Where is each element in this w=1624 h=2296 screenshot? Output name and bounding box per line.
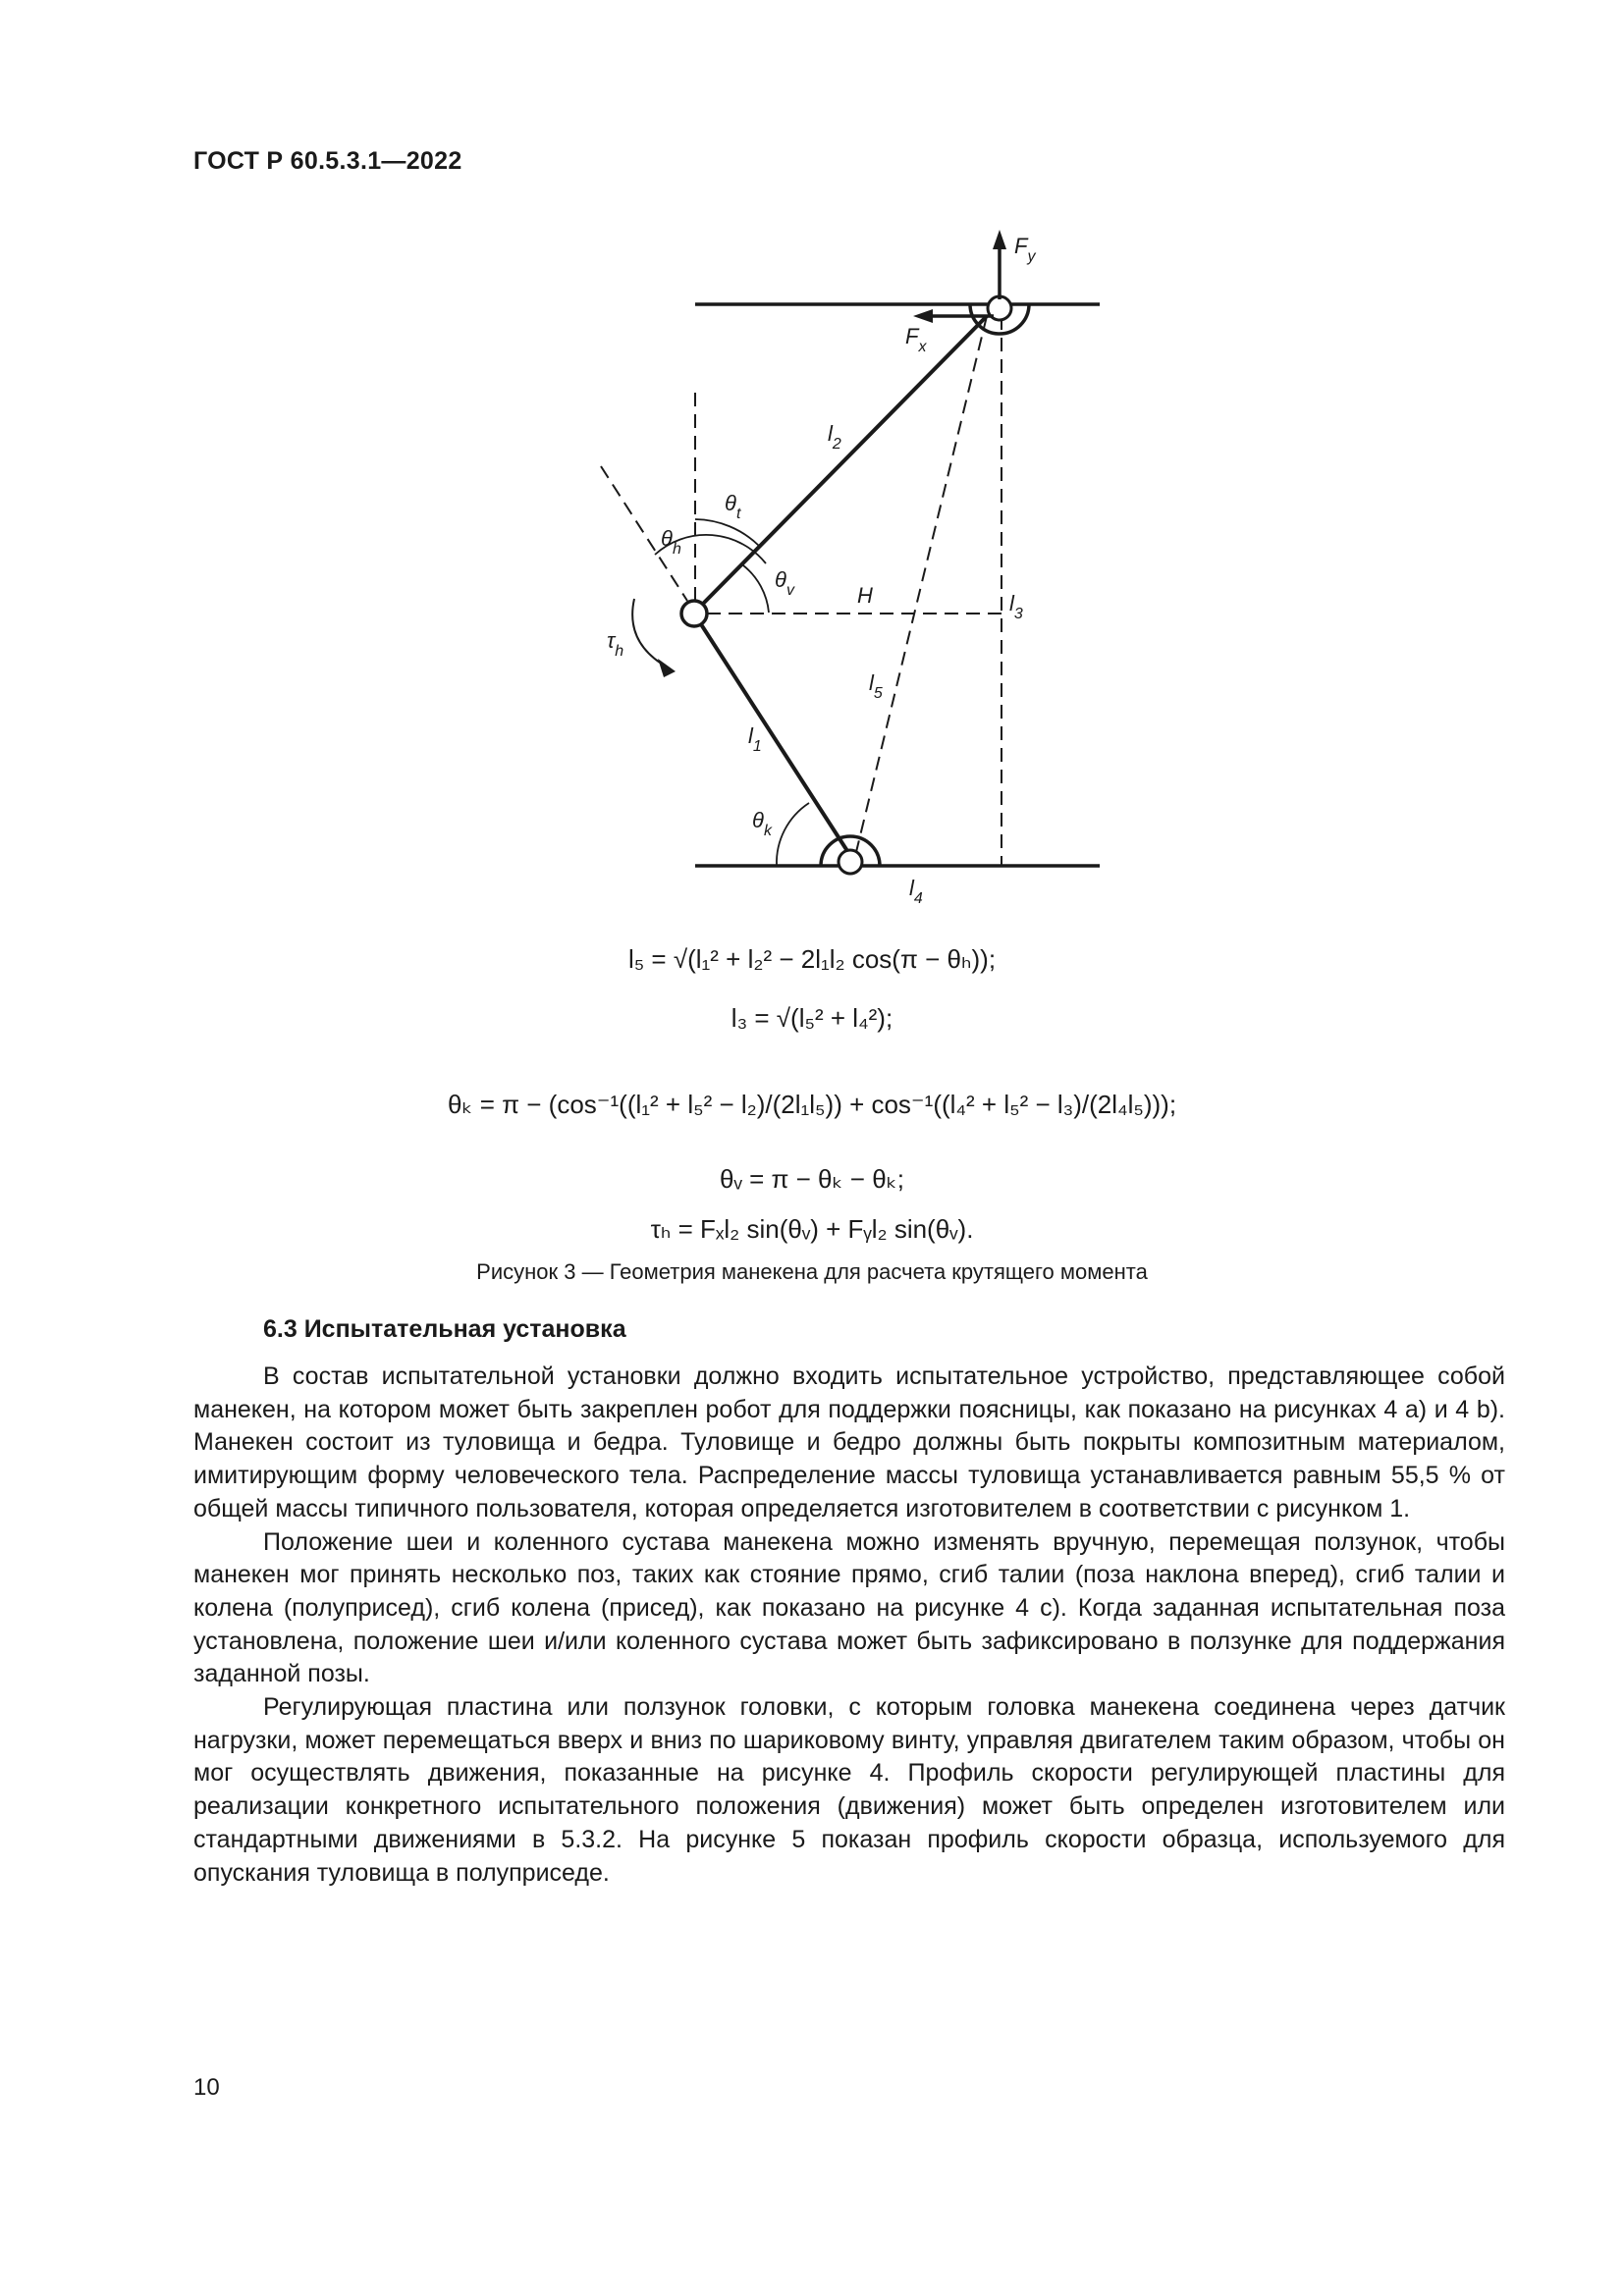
svg-text:l2: $l_2$ — [828, 421, 841, 453]
fx-arrowhead — [913, 309, 933, 323]
label-l1: l — [748, 723, 753, 748]
svg-text:τh: $\tau_h$ — [607, 628, 624, 660]
l2-link — [703, 316, 987, 604]
formula-l3: l₃ = √(l₅² + l₄²); — [731, 1003, 893, 1033]
label-theta-k: θ — [752, 808, 764, 832]
theta-v-arc — [743, 565, 769, 613]
label-fy: F — [1014, 234, 1028, 258]
section-body — [193, 1361, 1505, 1890]
head-direction-dashed — [601, 466, 687, 601]
svg-text:l3: $l_3$ — [1009, 591, 1023, 622]
tau-h-arc — [632, 599, 668, 667]
formula-l5: l₅ = √(l₁² + l₂² − 2l₁l₂ cos(π − θₕ)); — [627, 944, 997, 974]
formula-theta-v: θᵥ = π − θₖ − θₖ; — [720, 1164, 904, 1194]
svg-text:l4: $l_4$ — [909, 876, 923, 907]
svg-text:l5: $l_5$ — [869, 670, 883, 702]
document-header: ГОСТ Р 60.5.3.1—2022 — [193, 147, 462, 175]
bottom-joint-pin — [839, 850, 862, 874]
section-title: 6.3 Испытательная установка — [263, 1315, 626, 1343]
paragraph: Регулирующая пластина или ползунок головки, с которым головка манекена соединена через датчик нагрузки, может перемещаться вверх и вниз по шариковому винту, управляя двигателем таким образом, чтобы он мог осуществлять движения, показанные на рисунке 4. Профиль скорости регулирующей пластины для реализации конкретного испытательного положения (движения) может быть определен изготовителем или стандартными движениями в 5.3.2. На рисунке 5 показан профиль скорости образца, используемого для опускания туловища в полуприседе. — [193, 1693, 1505, 1887]
svg-text:θv: $\theta_v$ — [775, 567, 794, 599]
paragraph: Положение шеи и коленного сустава манекена можно изменять вручную, перемещая ползунок, чтобы манекен мог принять несколько поз, таких как стояние прямо, сгиб талии (поза наклона вперед), сгиб талии и колена (полуприсед), сгиб колена (присед), как показано на рисунке 4 c). Когда заданная испытательная поза установлена, положение шеи и/или коленного сустава может быть зафиксировано в ползунке для поддержания заданной позы. — [193, 1527, 1505, 1688]
formula-theta-k: θₖ = π − (cos⁻¹((l₁² + l₅² − l₂)/(2l₁l₅)) + cos⁻¹((l₄² + l₅² − l₃)/(2l₄l₅))); — [447, 1090, 1177, 1119]
l1-link — [701, 624, 849, 854]
tau-h-arrowhead — [658, 659, 676, 677]
label-theta-t: θ — [725, 491, 736, 515]
fy-arrowhead — [993, 230, 1006, 249]
figure-caption: Рисунок 3 — Геометрия манекена для расчета крутящего момента — [476, 1259, 1148, 1284]
svg-text:θh: $\theta_h$ — [661, 526, 681, 558]
label-theta-h: θ — [661, 526, 673, 551]
theta-k-arc — [777, 803, 809, 866]
label-l3: l — [1009, 591, 1014, 615]
svg-text:θt: $\theta_t$ — [725, 491, 741, 522]
label-h: H — [857, 583, 873, 608]
theta-t-arc — [695, 519, 759, 546]
svg-text:Fx: $F_x$ — [905, 324, 927, 355]
svg-text:l1: $l_1$ — [748, 723, 762, 755]
page-number: 10 — [193, 2074, 220, 2101]
label-l5: l — [869, 670, 874, 695]
svg-text:Fy: $F_y$ — [1014, 234, 1036, 265]
label-l2: l — [828, 421, 833, 446]
hip-joint — [681, 601, 707, 626]
label-fx: F — [905, 324, 919, 348]
label-l4: l — [909, 876, 914, 900]
label-tau-h: τ — [607, 628, 616, 653]
paragraph: В состав испытательной установки должно входить испытательное устройство, представляющее собой манекен, на котором может быть закреплен робот для поддержки поясницы, как показано на рисунках 4 a) и 4 b). Манекен состоит из туловища и бедра. Туловище и бедро должны быть покрыты композитным материалом, имитирующим форму человеческого тела. Распределение массы туловища устанавливается равным 55,5 % от общей массы типичного пользователя, которая определяется изготовителем в соответствии с рисунком 1. — [193, 1362, 1505, 1522]
formula-tau-h: τₕ = Fₓl₂ sin(θᵥ) + Fᵧl₂ sin(θᵥ). — [650, 1214, 974, 1244]
label-theta-v: θ — [775, 567, 786, 592]
l5-dashed-line — [856, 316, 987, 852]
svg-text:θk: $\theta_k$ — [752, 808, 772, 839]
